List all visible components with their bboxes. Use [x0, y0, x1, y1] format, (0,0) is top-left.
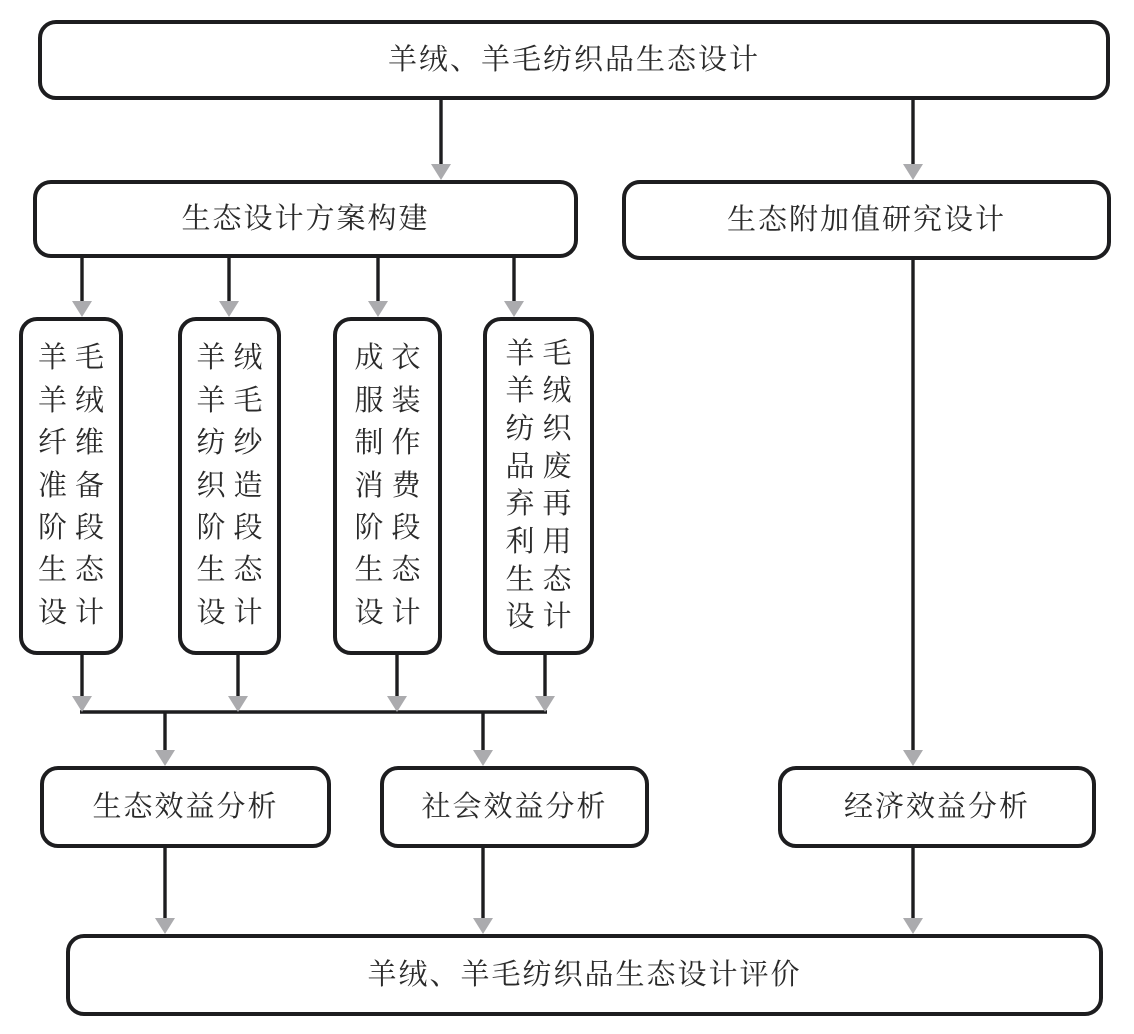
node-stage-garment-consumption — [333, 317, 442, 655]
arrow-scheme-to-stage-4 — [504, 258, 524, 317]
stage-line: 阶段 — [37, 511, 112, 544]
arrow-scheme-to-stage-2 — [219, 258, 239, 317]
arrow-stage-2-to-bus — [228, 655, 248, 712]
stage-line: 生态 — [37, 554, 112, 587]
stage-line: 羊毛 — [505, 337, 580, 370]
stage-line: 羊毛 — [37, 342, 112, 375]
stage-line: 织造 — [196, 469, 271, 502]
arrow-scheme-to-stage-3 — [368, 258, 388, 317]
arrow-bus-to-eco-analysis — [155, 712, 175, 766]
arrow-root-to-scheme — [431, 100, 451, 180]
arrow-root-to-added-value — [903, 100, 923, 180]
stage-line: 生态 — [354, 554, 429, 587]
arrow-econ-analysis-to-evaluation — [903, 848, 923, 934]
node-stage-spinning-weaving — [178, 317, 281, 655]
stage-line: 羊绒 — [505, 375, 580, 408]
stage-line: 消费 — [354, 469, 429, 502]
stage-line: 羊毛 — [196, 384, 271, 417]
stage-line: 服装 — [354, 384, 429, 417]
stage-line: 品废 — [505, 450, 580, 483]
stage-line: 利用 — [505, 525, 580, 558]
stage-line: 弃再 — [505, 488, 580, 521]
stage-line: 设计 — [196, 596, 271, 629]
stage-line: 生态 — [505, 563, 580, 596]
node-economic-benefit-analysis: 经济效益分析 — [778, 766, 1096, 848]
arrow-social-analysis-to-evaluation — [473, 848, 493, 934]
stage-line: 生态 — [196, 554, 271, 587]
arrow-stage-1-to-bus — [72, 655, 92, 712]
node-social-benefit-analysis: 社会效益分析 — [380, 766, 649, 848]
stage-line: 准备 — [37, 469, 112, 502]
arrow-bus-to-social-analysis — [473, 712, 493, 766]
stage-line: 设计 — [354, 596, 429, 629]
arrow-stage-4-to-bus — [535, 655, 555, 712]
arrow-stage-3-to-bus — [387, 655, 407, 712]
node-scheme-construction: 生态设计方案构建 — [33, 180, 578, 258]
node-evaluation: 羊绒、羊毛纺织品生态设计评价 — [66, 934, 1103, 1016]
stage-line: 成衣 — [354, 342, 429, 375]
arrow-scheme-to-stage-1 — [72, 258, 92, 317]
stage-line: 纤维 — [37, 427, 112, 460]
node-stage-waste-reuse — [483, 317, 594, 655]
stage-line: 纺织 — [505, 412, 580, 445]
node-eco-benefit-analysis: 生态效益分析 — [40, 766, 331, 848]
stage-line: 纺纱 — [196, 427, 271, 460]
stage-line: 羊绒 — [37, 384, 112, 417]
stage-line: 阶段 — [196, 511, 271, 544]
stage-line: 设计 — [37, 596, 112, 629]
node-added-value-research: 生态附加值研究设计 — [622, 180, 1111, 260]
stage-line: 设计 — [505, 601, 580, 634]
stage-line: 羊绒 — [196, 342, 271, 375]
arrow-eco-analysis-to-evaluation — [155, 848, 175, 934]
stage-line: 阶段 — [354, 511, 429, 544]
node-root: 羊绒、羊毛纺织品生态设计 — [38, 20, 1110, 100]
arrow-added-value-to-econ-analysis — [903, 260, 923, 766]
node-stage-fiber-preparation — [19, 317, 123, 655]
stage-line: 制作 — [354, 427, 429, 460]
